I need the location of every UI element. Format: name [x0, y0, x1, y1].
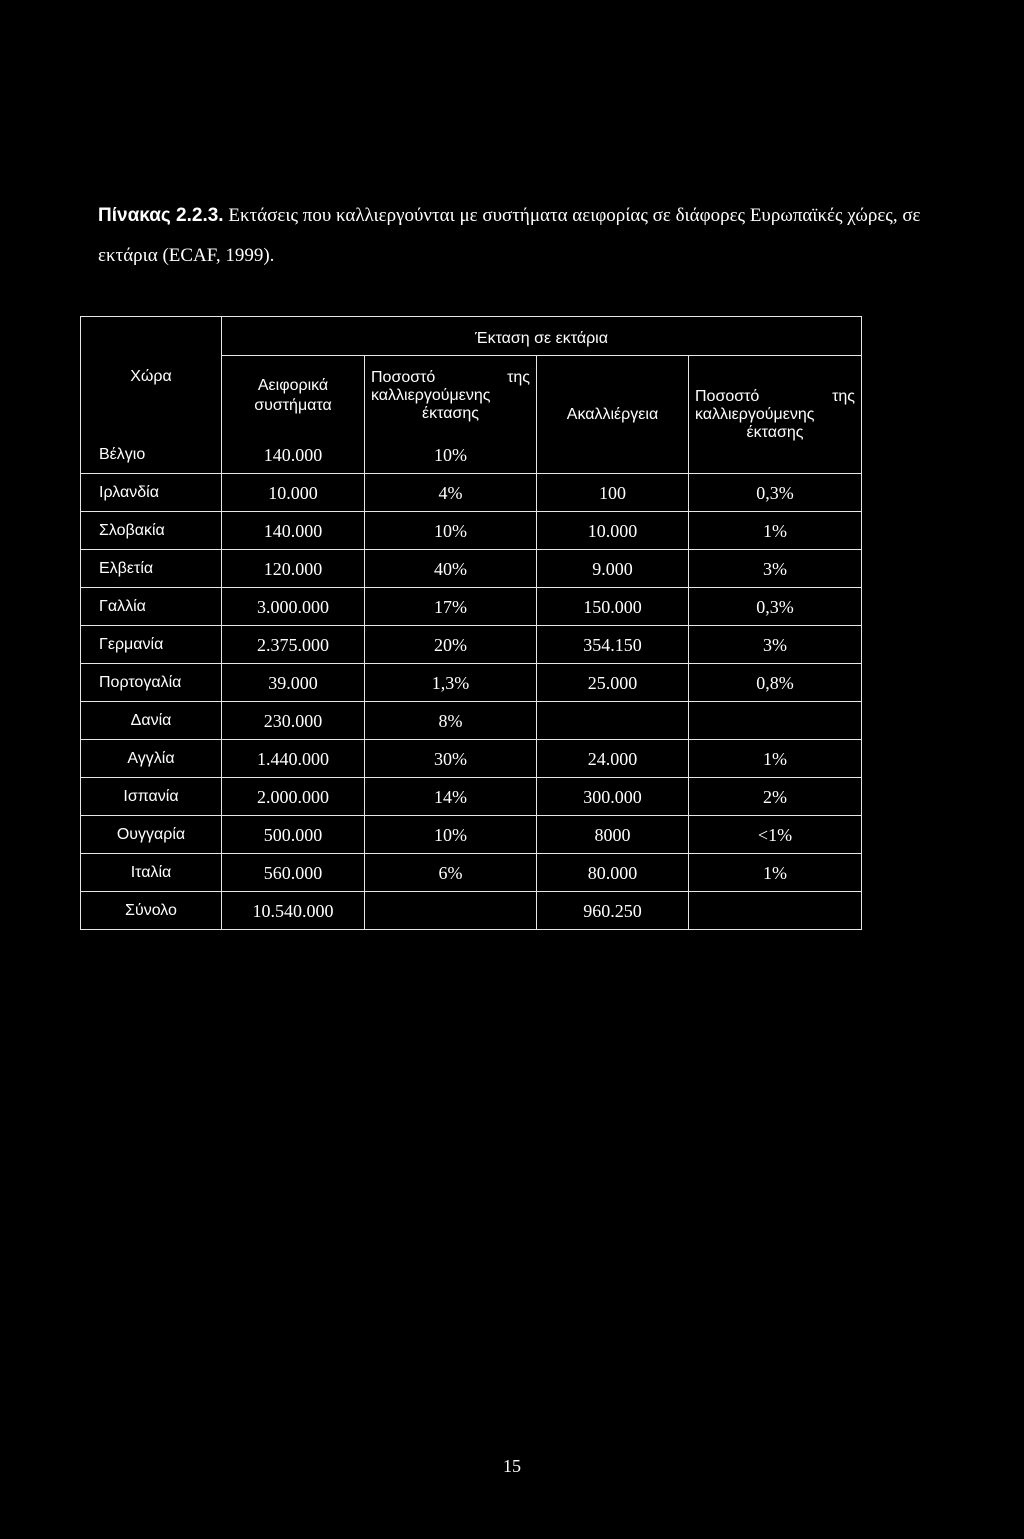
uncultivated-cell [537, 702, 689, 740]
country-cell: Βέλγιο [81, 436, 222, 474]
table-row [81, 512, 862, 550]
total-pct2-cell [689, 892, 862, 930]
table-row [81, 474, 862, 512]
header-pct1 [365, 356, 537, 437]
header-pct1-line3: έκτασης [422, 405, 479, 422]
header-pct1-line2: καλλιεργούμενης [371, 387, 491, 404]
page-number: 15 [503, 1456, 521, 1476]
pct1-cell: 10% [365, 436, 537, 474]
table-row [81, 816, 862, 854]
pct2-cell: 0,3% [689, 474, 862, 512]
country-cell: Ελβετία [81, 550, 222, 588]
table-row [81, 854, 862, 892]
pct1-cell: 14% [365, 778, 537, 816]
pct2-cell: <1% [689, 816, 862, 854]
pct2-cell [689, 702, 862, 740]
country-cell: Σλοβακία [81, 512, 222, 550]
pct1-cell: 1,3% [365, 664, 537, 702]
pct2-cell: 1% [689, 740, 862, 778]
country-cell: Γαλλία [81, 588, 222, 626]
country-cell: Δανία [81, 702, 222, 740]
header-pct1-line1: Ποσοστό της [371, 369, 530, 386]
table-total-row [81, 892, 862, 930]
uncultivated-cell: 80.000 [537, 854, 689, 892]
systems-cell: 120.000 [222, 550, 365, 588]
systems-cell: 560.000 [222, 854, 365, 892]
table-row [81, 550, 862, 588]
header-systems-label: Αειφορικά συστήματα [254, 377, 332, 414]
systems-cell: 500.000 [222, 816, 365, 854]
pct1-cell: 30% [365, 740, 537, 778]
country-cell: Ιρλανδία [81, 474, 222, 512]
uncultivated-cell: 25.000 [537, 664, 689, 702]
table-row [81, 664, 862, 702]
pct2-cell: 0,3% [689, 588, 862, 626]
pct1-cell: 8% [365, 702, 537, 740]
header-uncultivated [537, 356, 689, 474]
table-row [81, 740, 862, 778]
country-cell: Πορτογαλία [81, 664, 222, 702]
header-pct2 [689, 356, 862, 474]
data-table [80, 316, 862, 930]
total-systems-cell: 10.540.000 [222, 892, 365, 930]
uncultivated-cell: 354.150 [537, 626, 689, 664]
uncultivated-cell: 24.000 [537, 740, 689, 778]
table-row [81, 778, 862, 816]
table-span-header-row [81, 317, 862, 356]
table-row [81, 702, 862, 740]
caption-label: Πίνακας 2.2.3. [98, 205, 224, 226]
pct2-cell: 2% [689, 778, 862, 816]
uncultivated-cell: 10.000 [537, 512, 689, 550]
country-cell: Αγγλία [81, 740, 222, 778]
header-systems [222, 356, 365, 437]
pct1-cell: 4% [365, 474, 537, 512]
pct1-cell: 10% [365, 816, 537, 854]
systems-cell: 2.375.000 [222, 626, 365, 664]
pct2-cell: 1% [689, 854, 862, 892]
pct1-cell: 10% [365, 512, 537, 550]
country-cell: Γερμανία [81, 626, 222, 664]
header-country-label: Χώρα [130, 367, 172, 385]
table-caption [98, 196, 928, 276]
uncultivated-cell: 8000 [537, 816, 689, 854]
table-row [81, 626, 862, 664]
header-pct2-line2: καλλιεργούμενης [695, 405, 815, 423]
systems-cell: 140.000 [222, 512, 365, 550]
header-span-label: Έκταση σε εκτάρια [475, 330, 608, 347]
header-pct2-line1: Ποσοστό της [695, 387, 856, 405]
uncultivated-cell: 300.000 [537, 778, 689, 816]
total-label-cell: Σύνολο [81, 892, 222, 930]
total-uncultivated-cell: 960.250 [537, 892, 689, 930]
systems-cell: 39.000 [222, 664, 365, 702]
pct2-cell: 1% [689, 512, 862, 550]
country-cell: Ισπανία [81, 778, 222, 816]
caption-text: Εκτάσεις που καλλιεργούνται με συστήματα αειφορίας σε διάφορες Ευρωπαϊκές χώρες, σε εκτάρια (ECAF, 1999). [98, 205, 921, 266]
systems-cell: 3.000.000 [222, 588, 365, 626]
pct1-cell: 40% [365, 550, 537, 588]
pct1-cell: 17% [365, 588, 537, 626]
header-country [81, 317, 222, 437]
pct1-cell: 6% [365, 854, 537, 892]
systems-cell: 10.000 [222, 474, 365, 512]
uncultivated-cell: 9.000 [537, 550, 689, 588]
pct2-cell: 3% [689, 626, 862, 664]
table-row [81, 588, 862, 626]
systems-cell: 230.000 [222, 702, 365, 740]
header-uncultivated-label: Ακαλλιέργεια [566, 405, 659, 423]
total-pct1-cell [365, 892, 537, 930]
country-cell: Ιταλία [81, 854, 222, 892]
systems-cell: 1.440.000 [222, 740, 365, 778]
systems-cell: 2.000.000 [222, 778, 365, 816]
pct2-cell: 0,8% [689, 664, 862, 702]
pct1-cell: 20% [365, 626, 537, 664]
systems-cell: 140.000 [222, 436, 365, 474]
country-cell: Ουγγαρία [81, 816, 222, 854]
header-pct2-line3: έκτασης [746, 423, 804, 441]
uncultivated-cell: 100 [537, 474, 689, 512]
pct2-cell: 3% [689, 550, 862, 588]
uncultivated-cell: 150.000 [537, 588, 689, 626]
header-span [222, 317, 862, 356]
